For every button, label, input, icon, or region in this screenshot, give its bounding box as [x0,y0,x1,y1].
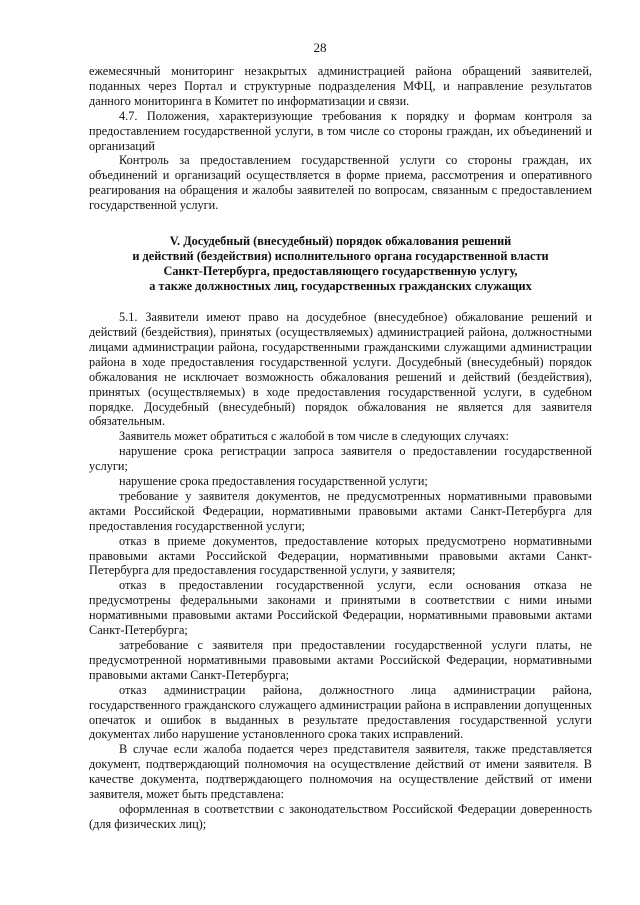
list-item-service-term: нарушение срока предоставления государственной услуги; [119,474,428,489]
list-item-service-refusal: отказ в предоставлении государственной услуги, если основания отказа не предусмотрены федеральными законами и принятыми в соответствии с ними иными нормативными правовыми актами Российской Федерации, нормативными правовыми актами Санкт-Петербурга; [89,578,592,638]
paragraph-monitoring: ежемесячный мониторинг незакрытых администрацией района обращений заявителей, поданных через Портал и структурные подразделения МФЦ, и направление результатов данного мониторинга в Комитет по информатизации и связи. [89,64,592,108]
section-heading-line: а также должностных лиц, государственных гражданских служащих [149,279,532,294]
list-item-power-of-attorney: оформленная в соответствии с законодательством Российской Федерации доверенность (для физических лиц); [89,801,592,831]
section-heading [89,234,592,294]
list-item-documents-demand: требование у заявителя документов, не предусмотренных нормативными правовыми актами Российской Федерации, нормативными правовыми актами Санкт-Петербурга для предоставления государственной услуги; [89,488,592,533]
page-number: 28 [313,40,327,55]
list-item-fee-demand: затребование с заявителя при предоставлении государственной услуги платы, не предусмотренной нормативными правовыми актами Российской Федерации, нормативными правовыми актами Санкт-Петербурга; [89,638,592,682]
paragraph-complaint-cases: Заявитель может обратиться с жалобой в том числе в следующих случаях: [119,429,509,444]
document-body [89,64,592,832]
paragraph-4-7: 4.7. Положения, характеризующие требования к порядку и формам контроля за предоставлением государственной услуги, в том числе со стороны граждан, их объединений и организаций [89,108,592,153]
section-heading-line: Санкт-Петербурга, предоставляющего государственную услугу, [163,264,518,279]
list-item-reception-refusal: отказ в приеме документов, предоставление которых предусмотрено нормативными правовыми актами Российской Федерации, нормативными правовыми актами Санкт-Петербурга для предоставления государственной услуги, у заявителя; [89,533,592,578]
paragraph-representative: В случае если жалоба подается через представителя заявителя, также представляется документ, подтверждающий полномочия на осуществление действий от имени заявителя. В качестве документа, подтверждающего полномочия на осуществление действий от имени заявителя, может быть представлена: [89,742,592,802]
paragraph-5-1: 5.1. Заявители имеют право на досудебное (внесудебное) обжалование решений и действий (бездействия), принятых (осуществляемых) администрацией района, должностными лицами администрации района, государственными гражданскими служащими администрации района в ходе предоставления государственной услуги. Досудебный (внесудебный) порядок обжалования не исключает возможность обжалования решений и действий (бездействия), принятых (осуществляемых) в ходе предоставления государственной услуги, в судебном порядке. Досудебный (внесудебный) порядок обжалования не является для заявителя обязательным. [89,310,592,429]
paragraph-control: Контроль за предоставлением государственной услуги со стороны граждан, их объединений и организаций осуществляется в форме приема, рассмотрения и оперативного реагирования на обращения и жалобы заявителей по вопросам, связанным с предоставлением государственной услуги. [89,153,592,213]
list-item-registration-term: нарушение срока регистрации запроса заявителя о предоставлении государственной услуги; [89,444,592,474]
section-heading-line: V. Досудебный (внесудебный) порядок обжалования решений [169,234,512,249]
section-heading-line: и действий (бездействия) исполнительного органа государственной власти [132,249,549,264]
list-item-correction-refusal: отказ администрации района, должностного лица администрации района, государственного гражданского служащего администрации района в исправлении допущенных опечаток и ошибок в выданных в результате предоставления государственной услуги документах либо нарушение установленного срока таких исправлений. [89,682,592,742]
